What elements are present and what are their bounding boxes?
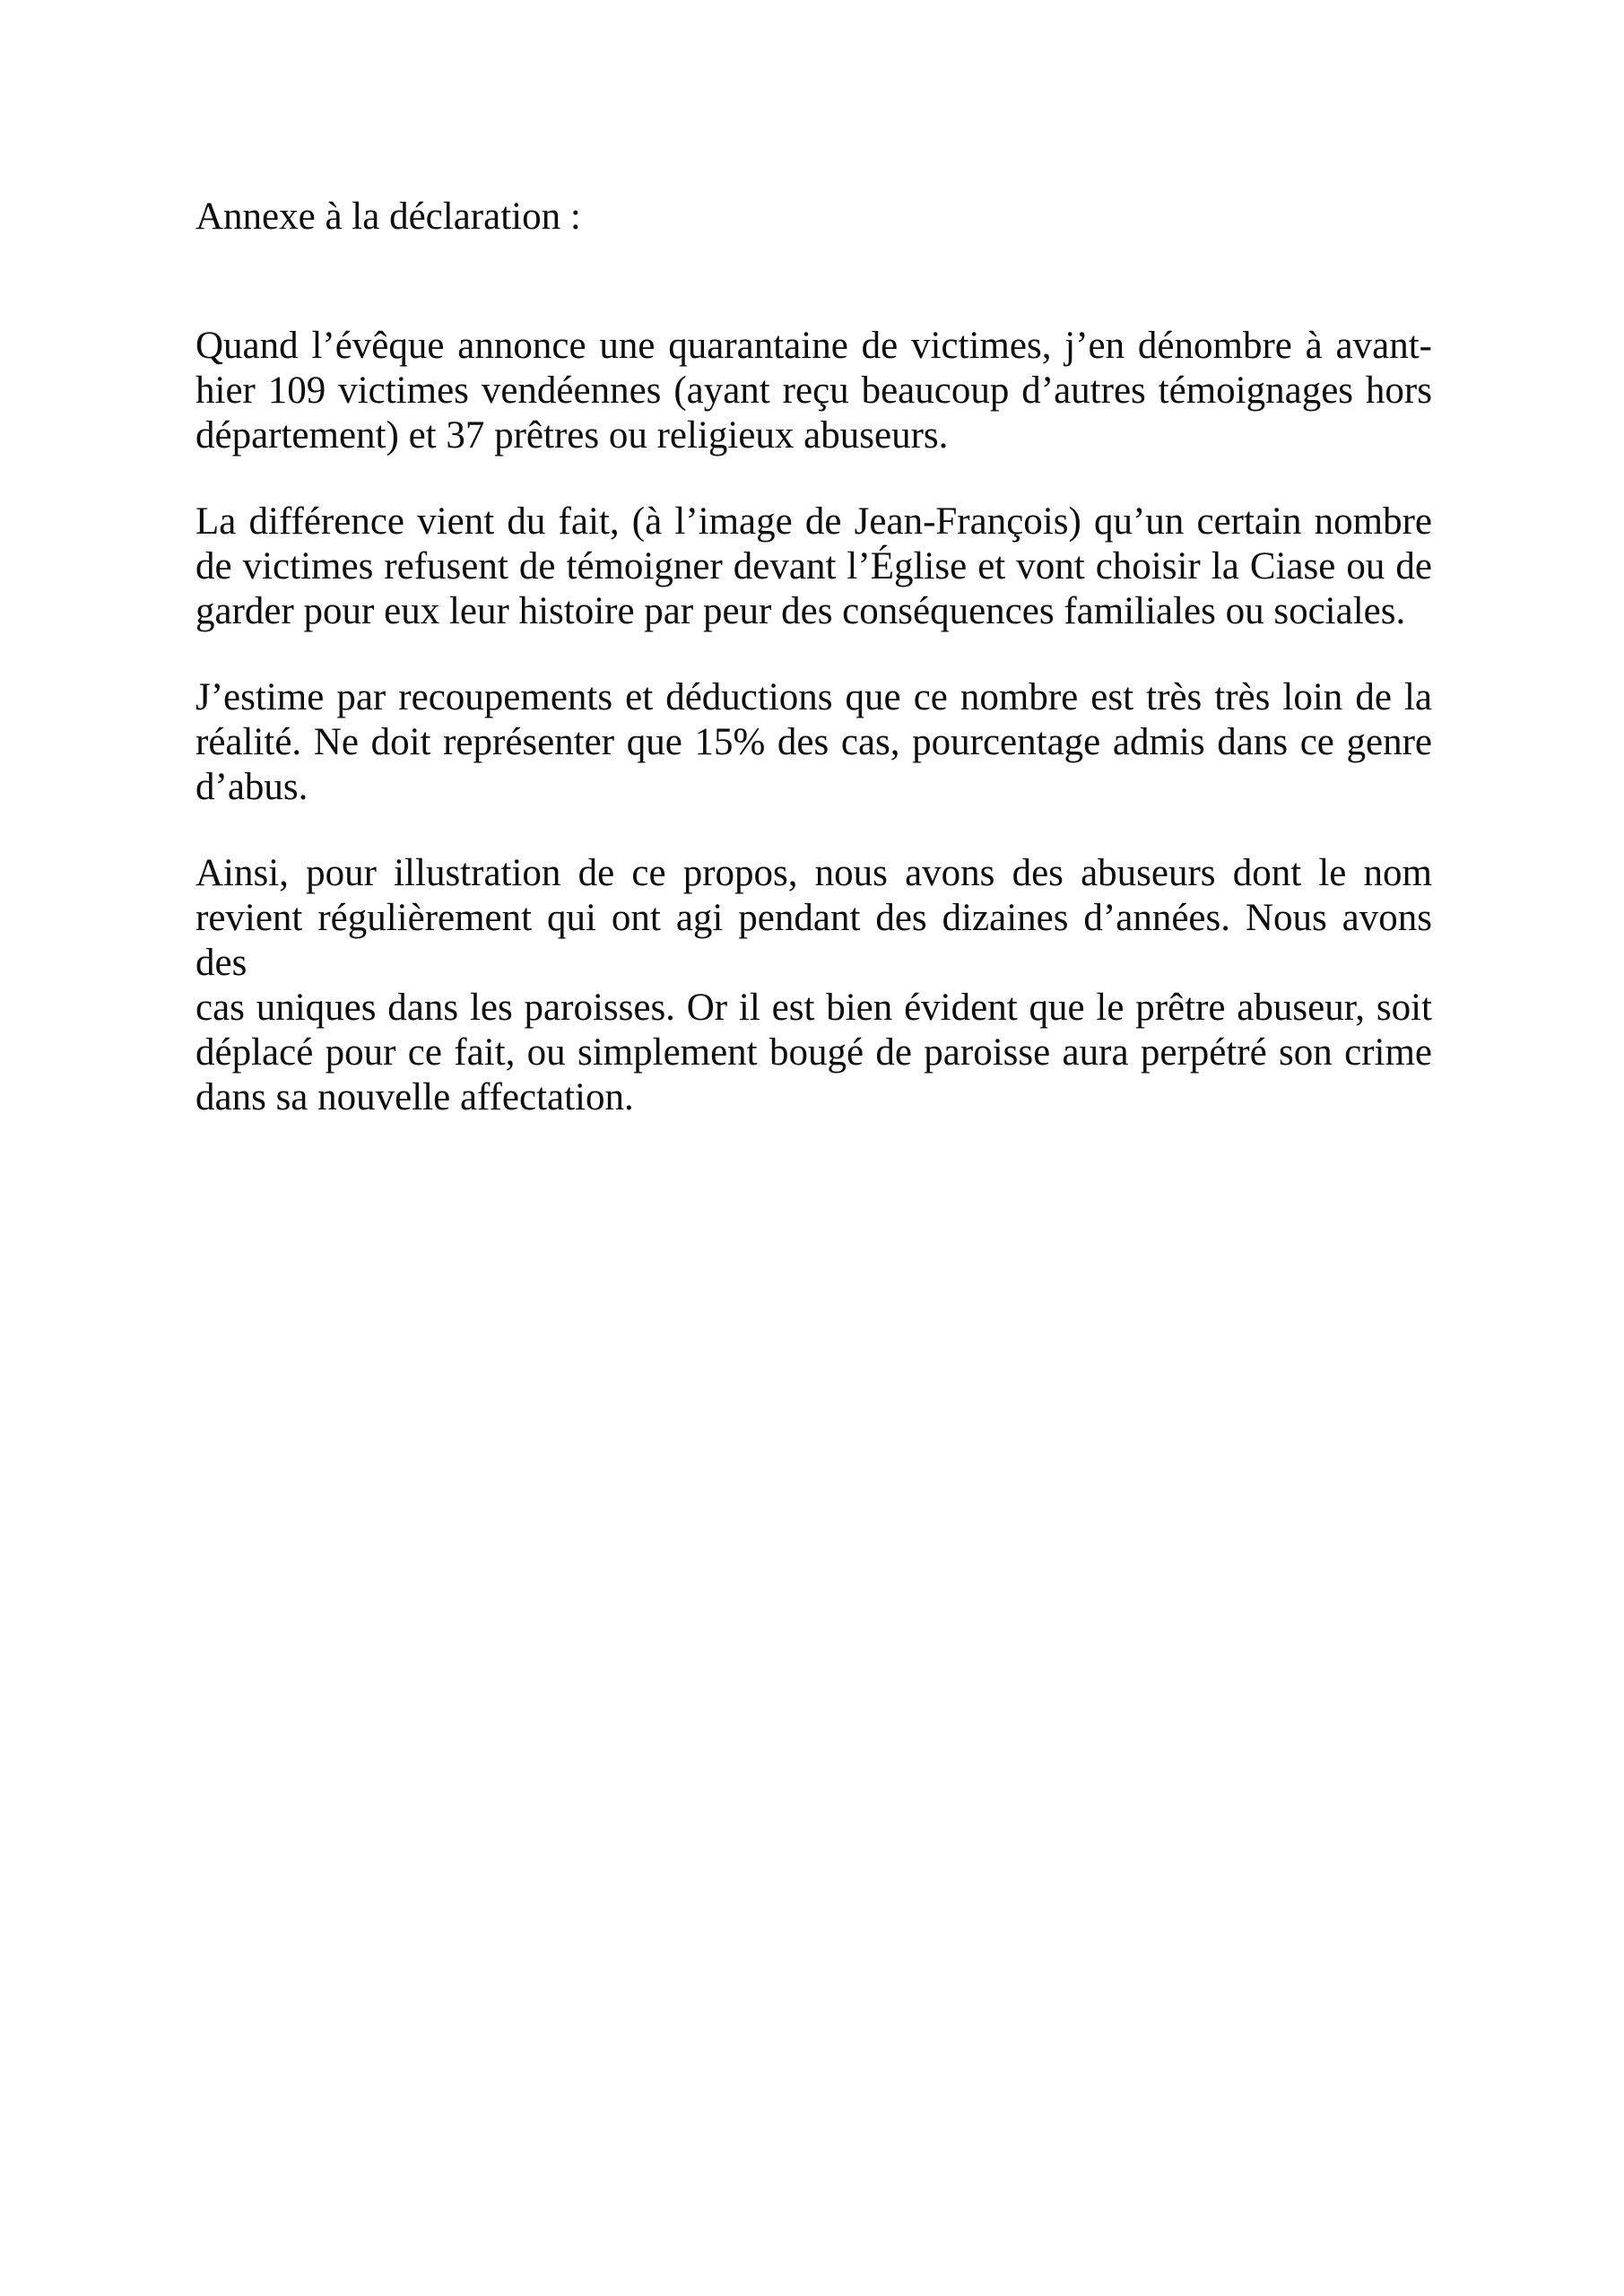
text-line: Ainsi, pour illustration de ce propos, nous avons des abuseurs dont le nom — [195, 852, 1432, 894]
text-line: réalité. Ne doit représenter que 15% des cas, pourcentage admis dans ce genre — [195, 721, 1432, 763]
text-line: de victimes refusent de témoigner devant l’Église et vont choisir la Ciase ou de — [195, 545, 1432, 587]
text-line: déplacé pour ce fait, ou simplement bougé de paroisse aura perpétré son crime — [195, 1031, 1432, 1074]
paragraph — [195, 324, 1432, 458]
text-line: d’abus. — [195, 766, 308, 808]
text-line: Quand l’évêque annonce une quarantaine de victimes, j’en dénombre à avant- — [195, 325, 1432, 367]
text-line: dans sa nouvelle affectation. — [195, 1076, 634, 1118]
document-heading: Annexe à la déclaration : — [195, 196, 581, 238]
paragraph — [195, 851, 1432, 1120]
text-line: cas uniques dans les paroisses. Or il est bien évident que le prêtre abuseur, soit — [195, 987, 1432, 1029]
document-body — [195, 324, 1432, 1120]
text-line: garder pour eux leur histoire par peur des conséquences familiales ou sociales. — [195, 590, 1406, 632]
paragraph — [195, 675, 1432, 810]
text-line: J’estime par recoupements et déductions que ce nombre est très très loin de la — [195, 676, 1432, 718]
text-line: revient régulièrement qui ont agi pendant des dizaines d’années. Nous avons des — [195, 897, 1432, 984]
paragraph — [195, 500, 1432, 634]
text-line: hier 109 victimes vendéennes (ayant reçu beaucoup d’autres témoignages hors — [195, 370, 1432, 412]
document-content — [195, 195, 1432, 1120]
text-line: département) et 37 prêtres ou religieux abuseurs. — [195, 414, 949, 457]
text-line: La différence vient du fait, (à l’image de Jean-François) qu’un certain nombre — [195, 500, 1432, 543]
